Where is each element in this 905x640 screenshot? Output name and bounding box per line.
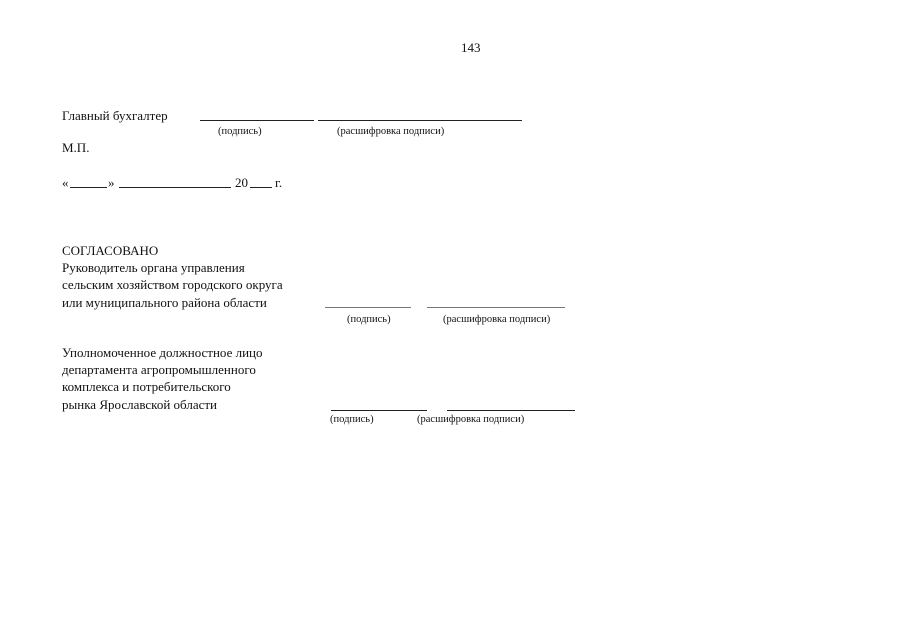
chief-accountant-decoding-line	[318, 120, 522, 121]
agreed-line-1: Руководитель органа управления	[62, 260, 245, 275]
agreed-heading: СОГЛАСОВАНО	[62, 243, 159, 258]
chief-accountant-decoding-caption: (расшифровка подписи)	[337, 126, 445, 137]
agreed-decoding-line	[427, 307, 565, 308]
authorized-line-3: комплекса и потребительского	[62, 379, 231, 394]
authorized-line-4: рынка Ярославской области	[62, 397, 218, 412]
agreed-line-2: сельским хозяйством городского округа	[62, 277, 283, 292]
agreed-signature-caption: (подпись)	[347, 314, 391, 325]
authorized-decoding-caption: (расшифровка подписи)	[417, 414, 525, 425]
page-number: 143	[461, 40, 481, 55]
authorized-line-1: Уполномоченное должностное лицо	[62, 345, 263, 360]
authorized-signature-caption: (подпись)	[330, 414, 374, 425]
date-open-quote: «	[62, 175, 69, 190]
authorized-decoding-line	[447, 410, 575, 411]
date-year-suffix: г.	[275, 175, 283, 190]
stamp-place-label: М.П.	[62, 140, 90, 155]
date-year-prefix: 20	[235, 175, 248, 190]
date-month-line	[119, 187, 231, 188]
date-year-line	[250, 187, 272, 188]
authorized-line-2: департамента агропромышленного	[62, 362, 256, 377]
agreed-line-3: или муниципального района области	[62, 295, 267, 310]
chief-accountant-signature-line	[200, 120, 314, 121]
agreed-signature-line	[325, 307, 411, 308]
chief-accountant-signature-caption: (подпись)	[218, 126, 262, 137]
date-close-quote: »	[108, 175, 115, 190]
agreed-decoding-caption: (расшифровка подписи)	[443, 314, 551, 325]
authorized-signature-line	[331, 410, 427, 411]
date-day-line	[70, 187, 107, 188]
chief-accountant-label: Главный бухгалтер	[62, 108, 168, 123]
